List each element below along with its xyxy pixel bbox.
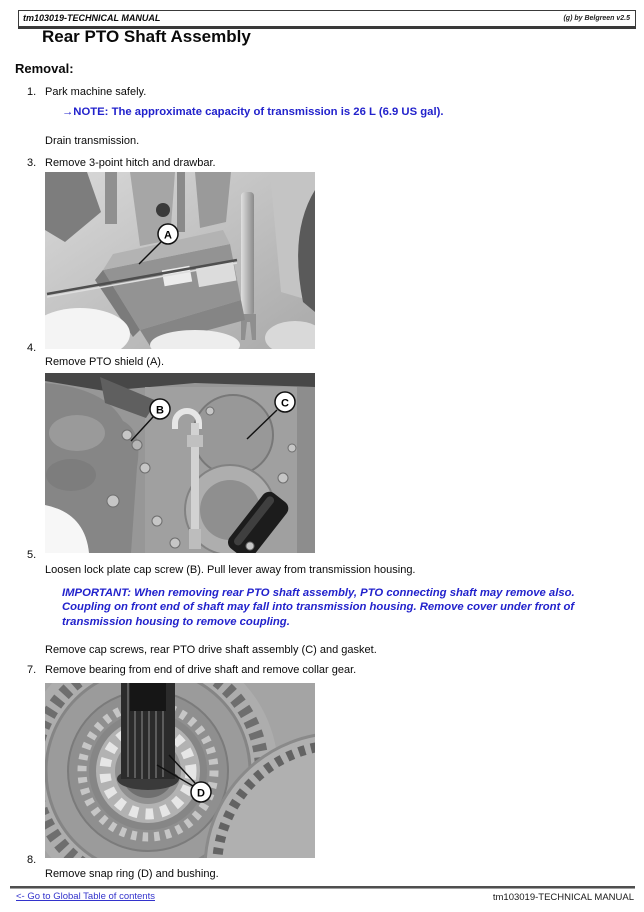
footer-toc-link[interactable]: <- Go to Global Table of contents: [16, 891, 155, 902]
step-5-number: 5.: [27, 549, 37, 561]
step-1-text: Park machine safely.: [45, 86, 147, 98]
step-8-number: 8.: [27, 854, 37, 866]
callout-b-label: B: [156, 404, 164, 417]
footer-divider: [10, 886, 635, 889]
step-5-text: Loosen lock plate cap screw (B). Pull lever away from transmission housing.: [45, 564, 416, 576]
step-3-number: 3.: [27, 157, 37, 169]
figure-3-graphic: [45, 683, 315, 858]
step-2-text: Drain transmission.: [45, 135, 140, 147]
figure-2-graphic: [45, 373, 315, 553]
step-3-text: Remove 3-point hitch and drawbar.: [45, 157, 216, 169]
footer-manual-id: tm103019-TECHNICAL MANUAL: [492, 892, 634, 903]
callout-d-label: D: [197, 787, 205, 800]
step-1-number: 1.: [27, 86, 37, 98]
step-8-text: Remove snap ring (D) and bushing.: [45, 868, 219, 880]
figure-1-graphic: [45, 172, 315, 349]
page-title: Rear PTO Shaft Assembly: [42, 27, 251, 46]
header-manual-id: tm103019-TECHNICAL MANUAL: [23, 13, 161, 23]
figure-drive-shaft-photo: [45, 683, 315, 858]
step-4-text: Remove PTO shield (A).: [45, 356, 165, 368]
important-line-3: transmission housing to remove coupling.: [62, 615, 290, 628]
step-4-number: 4.: [27, 342, 37, 354]
step-7-text: Remove bearing from end of drive shaft and remove collar gear.: [45, 664, 357, 676]
callout-a-label: A: [164, 229, 172, 242]
important-line-2: Coupling on front end of shaft may fall into transmission housing. Remove cover under front of: [62, 601, 575, 614]
important-line-1: IMPORTANT: When removing rear PTO shaft assembly, PTO connecting shaft may remove also.: [62, 587, 575, 599]
step-7-number: 7.: [27, 664, 37, 676]
figure-transmission-housing-photo: [45, 373, 315, 553]
note-text: →NOTE: The approximate capacity of transmission is 26 L (6.9 US gal).: [62, 106, 444, 118]
header-credit: (g) by Belgreen v2.5: [563, 14, 630, 22]
figure-pto-shield-photo: [45, 172, 315, 349]
step-6-text: Remove cap screws, rear PTO drive shaft assembly (C) and gasket.: [45, 644, 377, 656]
section-heading: Removal:: [15, 61, 74, 76]
callout-c-label: C: [281, 397, 289, 410]
important-text: [62, 586, 586, 629]
splined-shaft: [117, 683, 179, 790]
